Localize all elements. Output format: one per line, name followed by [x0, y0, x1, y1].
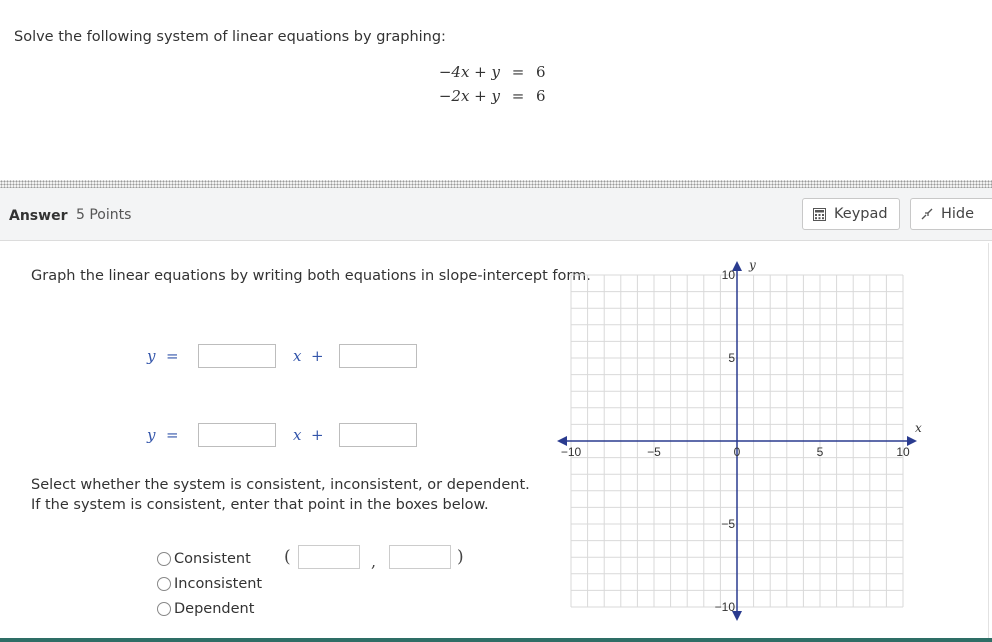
point-x-input[interactable] — [298, 545, 360, 569]
x-tick-label: −10 — [560, 445, 582, 459]
y-variable-label: y — [147, 426, 156, 444]
x-tick-label: 0 — [733, 445, 741, 459]
radio-button[interactable] — [157, 577, 171, 591]
radio-label: Inconsistent — [174, 576, 263, 592]
collapse-icon — [921, 208, 933, 220]
equation-relation: = — [511, 63, 525, 81]
slope-input-2[interactable] — [198, 423, 276, 447]
intercept-input-1[interactable] — [339, 344, 417, 368]
equals-sign: = — [166, 347, 179, 365]
equation-row — [420, 84, 556, 108]
select-instruction: Select whether the system is consistent, inconsistent, or dependent. If the system is consistent, enter that point in the boxes below. — [31, 477, 530, 513]
equation-relation: = — [511, 87, 525, 105]
equation-rhs: 6 — [536, 87, 546, 105]
equation-lhs: −2x + y — [438, 87, 500, 105]
keypad-icon — [813, 208, 826, 221]
radio-button[interactable] — [157, 602, 171, 616]
slope-input-1[interactable] — [198, 344, 276, 368]
hide-button[interactable] — [910, 198, 992, 230]
y-axis-label: y — [749, 258, 756, 272]
y-tick-label: −10 — [714, 600, 735, 614]
comma: , — [371, 552, 377, 571]
radio-label: Consistent — [174, 551, 251, 567]
intercept-input-2[interactable] — [339, 423, 417, 447]
x-tick-label: 5 — [816, 445, 824, 459]
graph-instruction: Graph the linear equations by writing both equations in slope-intercept form. — [31, 268, 591, 284]
equation-row — [420, 60, 556, 84]
coordinate-graph[interactable] — [548, 258, 928, 630]
open-paren: ( — [284, 547, 291, 567]
radio-label: Dependent — [174, 601, 255, 617]
y-tick-label: 10 — [721, 268, 735, 282]
radio-inconsistent[interactable] — [157, 576, 262, 592]
question-prompt: Solve the following system of linear equations by graphing: — [14, 29, 446, 45]
point-y-input[interactable] — [389, 545, 451, 569]
x-variable-label: x — [293, 426, 302, 444]
section-divider — [0, 180, 992, 188]
x-axis-label: x — [915, 421, 922, 435]
points-label: 5 Points — [76, 207, 132, 223]
radio-dependent[interactable] — [157, 601, 254, 617]
y-variable-label: y — [147, 347, 156, 365]
keypad-label: Keypad — [834, 206, 888, 222]
answer-bar — [0, 188, 992, 241]
equals-sign: = — [166, 426, 179, 444]
radio-button[interactable] — [157, 552, 171, 566]
y-tick-label: −5 — [721, 517, 735, 531]
x-tick-label: −5 — [647, 445, 661, 459]
axes — [557, 258, 922, 621]
right-edge — [988, 243, 989, 642]
x-variable-label: x — [293, 347, 302, 365]
bottom-edge — [0, 638, 992, 642]
equation-lhs: −4x + y — [438, 63, 500, 81]
close-paren: ) — [457, 547, 464, 567]
x-tick-label: 10 — [896, 445, 910, 459]
radio-consistent[interactable] — [157, 551, 251, 567]
plus-sign: + — [311, 347, 324, 365]
equation-rhs: 6 — [536, 63, 546, 81]
hide-label: Hide — [941, 206, 975, 222]
equation-system — [420, 60, 556, 108]
y-tick-label: 5 — [728, 351, 735, 365]
keypad-button[interactable] — [802, 198, 900, 230]
answer-label: Answer — [9, 208, 68, 224]
plus-sign: + — [311, 426, 324, 444]
